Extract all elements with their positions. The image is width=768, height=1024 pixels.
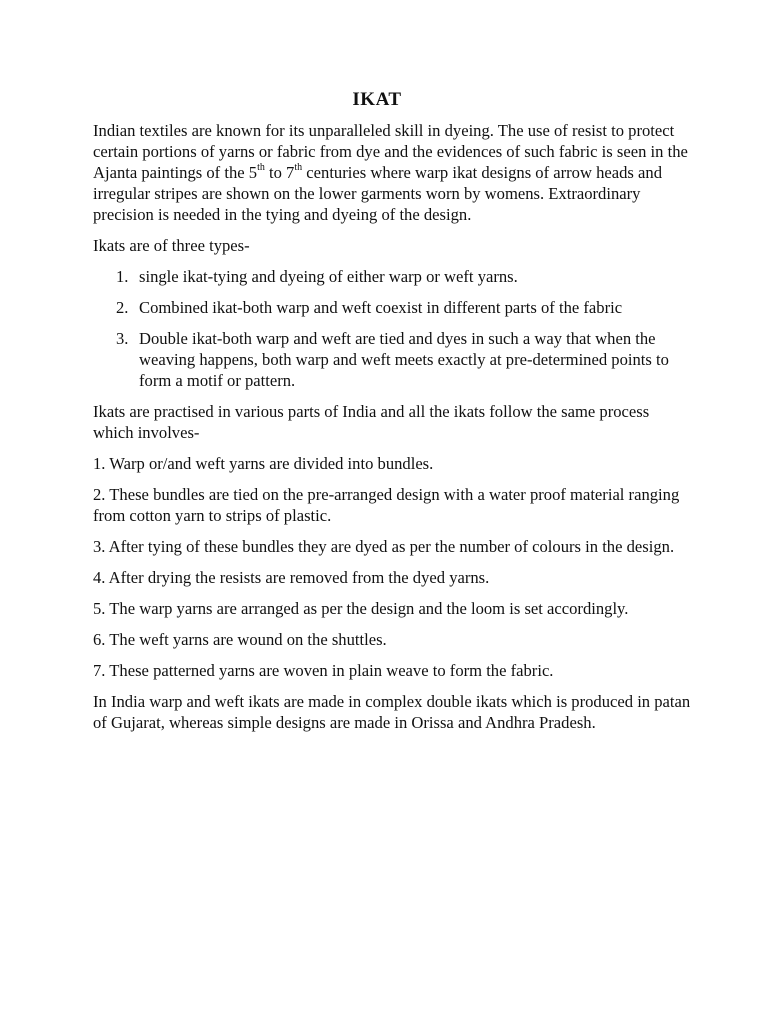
process-step: 1. Warp or/and weft yarns are divided into bundles.	[93, 454, 434, 473]
list-item	[93, 328, 693, 391]
list-item-number: 2.	[116, 298, 129, 317]
document-page	[93, 88, 693, 743]
list-item	[93, 297, 693, 318]
list-item-number: 3.	[116, 329, 129, 348]
process-step: 6. The weft yarns are wound on the shuttles.	[93, 630, 387, 649]
process-step: 4. After drying the resists are removed from the dyed yarns.	[93, 568, 490, 587]
list-item-text: Combined ikat-both warp and weft coexist in different parts of the fabric	[139, 298, 623, 317]
intro-superscript-2: th	[294, 162, 303, 174]
intro-paragraph	[93, 120, 693, 225]
process-step: 5. The warp yarns are arranged as per the design and the loom is set accordingly.	[93, 599, 629, 618]
process-intro: Ikats are practised in various parts of India and all the ikats follow the same process which involves-	[93, 402, 650, 442]
process-step: 7. These patterned yarns are woven in plain weave to form the fabric.	[93, 661, 554, 680]
intro-superscript-1: th	[257, 162, 265, 174]
list-item-text: Double ikat-both warp and weft are tied and dyes in such a way that when the weaving happens, both warp and weft meets exactly at pre-determined points to form a motif or pattern.	[139, 329, 669, 390]
conclusion-paragraph: In India warp and weft ikats are made in complex double ikats which is produced in patan of Gujarat, whereas simple designs are made in Orissa and Andhra Pradesh.	[93, 692, 691, 732]
intro-text-2: to 7	[264, 163, 295, 182]
types-heading: Ikats are of three types-	[93, 236, 250, 255]
process-steps	[93, 453, 693, 681]
process-step: 2. These bundles are tied on the pre-arranged design with a water proof material ranging from cotton yarn to strips of plastic.	[93, 485, 680, 525]
types-list	[93, 266, 693, 391]
intro-text-3: centuries where warp ikat designs of arrow heads and irregular stripes are shown on the lower garments worn by womens. Extraordinary precision is needed in the tying and dyeing of the design.	[93, 163, 663, 224]
list-item-number: 1.	[116, 267, 129, 286]
process-step: 3. After tying of these bundles they are dyed as per the number of colours in the design.	[93, 537, 675, 556]
document-title: IKAT	[352, 89, 402, 110]
list-item-text: single ikat-tying and dyeing of either warp or weft yarns.	[139, 267, 518, 286]
list-item	[93, 266, 693, 287]
intro-text-1: Indian textiles are known for its unparalleled skill in dyeing. The use of resist to protect certain portions of yarns or fabric from dye and the evidences of such fabric is seen in the Ajanta paintings of the 5	[93, 121, 688, 182]
